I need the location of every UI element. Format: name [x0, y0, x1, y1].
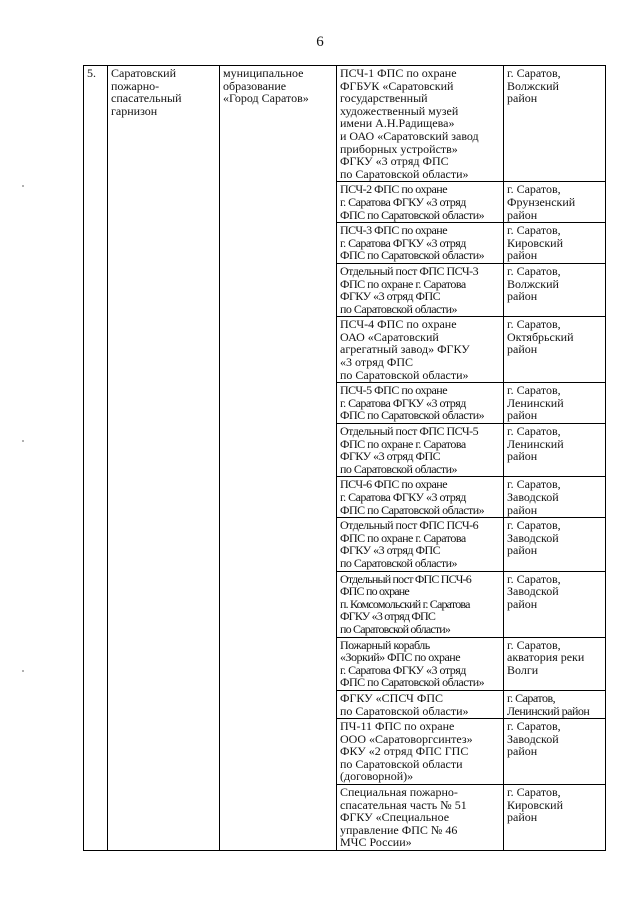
unit-cell: ПСЧ-4 ФПС по охране ОАО «Саратовский агрегатный завод» ФГКУ «3 отряд ФПС по Саратовской области»: [337, 317, 504, 383]
location-cell: г. Саратов, Заводской район: [504, 719, 606, 785]
location-cell: г. Саратов, Ленинский район: [504, 383, 606, 424]
location-cell: г. Саратов, Кировский район: [504, 785, 606, 851]
unit-cell: Отдельный пост ФПС ПСЧ-5 ФПС по охране г. Саратова ФГКУ «3 отряд ФПС по Саратовской области»: [337, 424, 504, 477]
garrison-table: [83, 65, 606, 851]
row-number: 5.: [84, 66, 108, 851]
margin-mark: [22, 185, 24, 187]
unit-cell: Специальная пожарно- спасательная часть № 51 ФГКУ «Специальное управление ФПС № 46 МЧС России»: [337, 785, 504, 851]
location-cell: г. Саратов, Заводской район: [504, 571, 606, 637]
page-number: 6: [316, 34, 324, 50]
location-cell: г. Саратов, Фрунзенский район: [504, 182, 606, 223]
municipality-name: муниципальное образование «Город Саратов»: [220, 66, 337, 851]
unit-cell: Отдельный пост ФПС ПСЧ-3 ФПС по охране г. Саратова ФГКУ «3 отряд ФПС по Саратовской области»: [337, 263, 504, 316]
location-cell: г. Саратов, акватория реки Волги: [504, 637, 606, 690]
unit-cell: ФГКУ «СПСЧ ФПС по Саратовской области»: [337, 690, 504, 718]
location-cell: г. Саратов, Волжский район: [504, 66, 606, 182]
location-cell: г. Саратов, Заводской район: [504, 518, 606, 571]
unit-cell: ПЧ-11 ФПС по охране ООО «Саратоворгсинтез» ФКУ «2 отряд ФПС ГПС по Саратовской области (договорной)»: [337, 719, 504, 785]
garrison-name: Саратовский пожарно- спасательный гарнизон: [108, 66, 220, 851]
unit-cell: ПСЧ-5 ФПС по охране г. Саратова ФГКУ «3 отряд ФПС по Саратовской области»: [337, 383, 504, 424]
table-row: [84, 66, 606, 182]
location-cell: г. Саратов, Ленинский район: [504, 690, 606, 718]
unit-cell: ПСЧ-2 ФПС по охране г. Саратова ФГКУ «3 отряд ФПС по Саратовской области»: [337, 182, 504, 223]
unit-cell: Отдельный пост ФПС ПСЧ-6 ФПС по охране п. Комсомольский г. Саратова ФГКУ «3 отряд ФПС по Саратовской области»: [337, 571, 504, 637]
unit-cell: ПСЧ-1 ФПС по охране ФГБУК «Саратовский государственный художественный музей имени А.Н.Радищева» и ОАО «Саратовский завод приборных устройств» ФГКУ «3 отряд ФПС по Саратовской области»: [337, 66, 504, 182]
unit-cell: ПСЧ-6 ФПС по охране г. Саратова ФГКУ «3 отряд ФПС по Саратовской области»: [337, 477, 504, 518]
unit-cell: ПСЧ-3 ФПС по охране г. Саратова ФГКУ «3 отряд ФПС по Саратовской области»: [337, 223, 504, 264]
unit-cell: Отдельный пост ФПС ПСЧ-6 ФПС по охране г. Саратова ФГКУ «3 отряд ФПС по Саратовской области»: [337, 518, 504, 571]
unit-cell: Пожарный корабль «Зоркий» ФПС по охране г. Саратова ФГКУ «3 отряд ФПС по Саратовской области»: [337, 637, 504, 690]
location-cell: г. Саратов, Октябрьский район: [504, 317, 606, 383]
location-cell: г. Саратов, Кировский район: [504, 223, 606, 264]
location-cell: г. Саратов, Заводской район: [504, 477, 606, 518]
location-cell: г. Саратов, Волжский район: [504, 263, 606, 316]
margin-mark: [22, 670, 24, 672]
margin-mark: [22, 440, 24, 442]
location-cell: г. Саратов, Ленинский район: [504, 424, 606, 477]
